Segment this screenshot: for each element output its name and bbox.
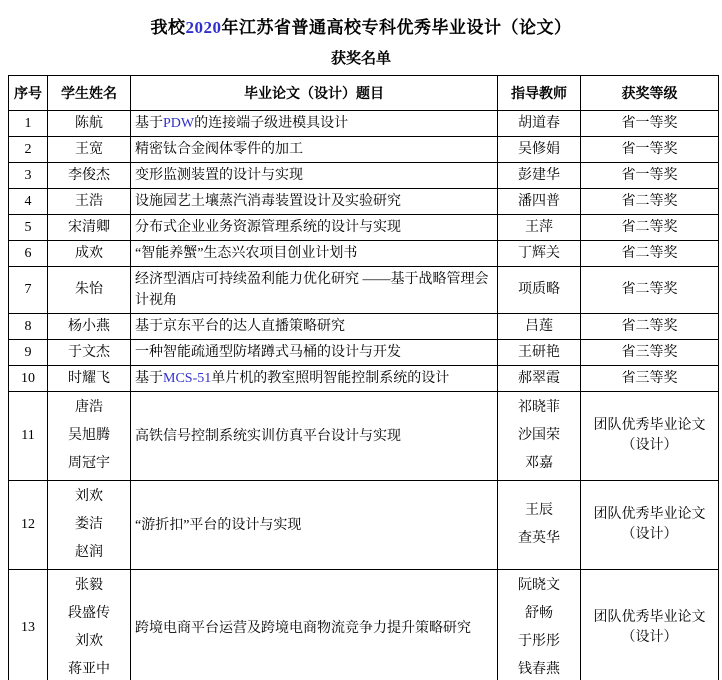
table-row (9, 267, 719, 314)
cell-students: 宋清卿 (48, 215, 131, 241)
cell-students (48, 392, 131, 481)
cell-serial-number: 12 (9, 481, 48, 570)
cell-thesis-title (131, 137, 498, 163)
table-row (9, 111, 719, 137)
cell-thesis-title (131, 392, 498, 481)
teacher-name: 王辰 (525, 503, 553, 518)
table-header-cell-2: 毕业论文（设计）题目 (131, 76, 498, 111)
cell-award-level: 省三等奖 (581, 366, 719, 392)
text-segment: 精密钛合金阀体零件的加工 (135, 142, 303, 157)
table-row (9, 215, 719, 241)
cell-award-level: 省三等奖 (581, 340, 719, 366)
text-segment: 基于 (135, 116, 163, 131)
table-header-cell-4: 获奖等级 (581, 76, 719, 111)
cell-serial-number: 11 (9, 392, 48, 481)
teacher-name: 钱春燕 (518, 662, 560, 677)
table-row (9, 314, 719, 340)
text-segment: 分布式企业业务资源管理系统的设计与实现 (135, 220, 401, 235)
cell-serial-number: 3 (9, 163, 48, 189)
cell-teachers (498, 392, 581, 481)
cell-thesis-title (131, 189, 498, 215)
student-name: 张毅 (75, 578, 103, 593)
text-segment: 2020 (185, 18, 222, 37)
text-segment: 变形监测装置的设计与实现 (135, 168, 303, 183)
text-segment: 一种智能疏通型防堵蹲式马桶的设计与开发 (135, 345, 401, 360)
cell-award-level: 省一等奖 (581, 111, 719, 137)
cell-serial-number: 9 (9, 340, 48, 366)
cell-thesis-title (131, 481, 498, 570)
table-row (9, 163, 719, 189)
cell-thesis-title (131, 314, 498, 340)
table-row (9, 189, 719, 215)
student-name: 吴旭腾 (68, 428, 110, 443)
student-name: 唐浩 (75, 400, 103, 415)
cell-serial-number: 2 (9, 137, 48, 163)
awards-table (8, 75, 719, 680)
cell-serial-number: 5 (9, 215, 48, 241)
table-row (9, 570, 719, 680)
cell-students: 成欢 (48, 241, 131, 267)
student-name: 周冠宇 (68, 456, 110, 471)
student-name: 娄洁 (75, 517, 103, 532)
cell-teachers: 郝翠霞 (498, 366, 581, 392)
cell-teachers: 彭建华 (498, 163, 581, 189)
table-row (9, 137, 719, 163)
cell-teachers: 王萍 (498, 215, 581, 241)
text-segment: PDW (163, 116, 195, 131)
cell-award-level: 省二等奖 (581, 241, 719, 267)
cell-teachers: 潘四普 (498, 189, 581, 215)
table-row (9, 481, 719, 570)
cell-thesis-title (131, 366, 498, 392)
text-segment: MCS-51 (163, 371, 212, 386)
cell-thesis-title (131, 163, 498, 189)
cell-teachers: 项质略 (498, 267, 581, 314)
teacher-name: 邓嘉 (525, 456, 553, 471)
text-segment: 年江苏省普通高校专科优秀毕业设计（论文） (221, 18, 572, 37)
text-segment: 基于 (135, 371, 163, 386)
cell-serial-number: 6 (9, 241, 48, 267)
student-name: 蒋亚中 (68, 662, 110, 677)
cell-teachers: 吴修娟 (498, 137, 581, 163)
table-body (9, 111, 719, 680)
cell-students (48, 570, 131, 680)
cell-students: 王宽 (48, 137, 131, 163)
table-header-cell-0: 序号 (9, 76, 48, 111)
cell-award-level: 团队优秀毕业论文（设计） (581, 481, 719, 570)
table-row (9, 340, 719, 366)
cell-teachers (498, 481, 581, 570)
cell-award-level: 省二等奖 (581, 314, 719, 340)
cell-teachers: 吕莲 (498, 314, 581, 340)
table-row (9, 392, 719, 481)
text-segment: 设施园艺土壤蒸汽消毒装置设计及实验研究 (135, 194, 401, 209)
table-header-cell-1: 学生姓名 (48, 76, 131, 111)
cell-thesis-title (131, 570, 498, 680)
student-name: 刘欢 (75, 634, 103, 649)
cell-award-level: 省二等奖 (581, 215, 719, 241)
text-segment: “游折扣”平台的设计与实现 (135, 517, 302, 533)
cell-students: 陈航 (48, 111, 131, 137)
page-subtitle: 获奖名单 (330, 51, 391, 67)
page-title (0, 13, 722, 38)
cell-students: 王浩 (48, 189, 131, 215)
cell-serial-number: 1 (9, 111, 48, 137)
table-head (9, 76, 719, 111)
cell-students: 杨小燕 (48, 314, 131, 340)
teacher-name: 于彤彤 (518, 634, 560, 649)
cell-award-level: 省二等奖 (581, 267, 719, 314)
cell-thesis-title (131, 340, 498, 366)
table-row (9, 366, 719, 392)
cell-teachers: 胡道春 (498, 111, 581, 137)
teacher-name: 舒畅 (525, 606, 553, 621)
cell-students: 李俊杰 (48, 163, 131, 189)
cell-serial-number: 8 (9, 314, 48, 340)
cell-teachers: 丁辉关 (498, 241, 581, 267)
teacher-name: 沙国荣 (518, 428, 560, 443)
cell-thesis-title (131, 267, 498, 314)
cell-students: 朱怡 (48, 267, 131, 314)
teacher-name: 祁晓菲 (518, 400, 560, 415)
cell-teachers: 王研艳 (498, 340, 581, 366)
text-segment: 基于京东平台的达人直播策略研究 (135, 319, 345, 334)
cell-award-level: 团队优秀毕业论文（设计） (581, 570, 719, 680)
cell-students: 于文杰 (48, 340, 131, 366)
teacher-name: 查英华 (518, 531, 560, 546)
cell-students: 时耀飞 (48, 366, 131, 392)
cell-award-level: 省二等奖 (581, 189, 719, 215)
student-name: 刘欢 (75, 489, 103, 504)
cell-thesis-title (131, 111, 498, 137)
cell-serial-number: 4 (9, 189, 48, 215)
cell-students (48, 481, 131, 570)
text-segment: 高铁信号控制系统实训仿真平台设计与实现 (135, 428, 401, 444)
cell-award-level: 省一等奖 (581, 163, 719, 189)
text-segment: 的连接端子级进模具设计 (194, 116, 349, 131)
student-name: 段盛传 (68, 606, 110, 621)
cell-thesis-title (131, 215, 498, 241)
table-header-row (9, 76, 719, 111)
text-segment: 单片机的教室照明智能控制系统的设计 (211, 371, 450, 386)
table-header-cell-3: 指导教师 (498, 76, 581, 111)
text-segment: “智能养蟹”生态兴农项目创业计划书 (135, 246, 358, 261)
cell-award-level: 团队优秀毕业论文（设计） (581, 392, 719, 481)
cell-thesis-title (131, 241, 498, 267)
student-name: 赵润 (75, 545, 103, 560)
text-segment: 经济型酒店可持续盈利能力优化研究 ——基于战略管理会计视角 (135, 272, 489, 308)
text-segment: 跨境电商平台运营及跨境电商物流竞争力提升策略研究 (135, 620, 471, 636)
cell-serial-number: 13 (9, 570, 48, 680)
text-segment: 我校 (150, 18, 186, 37)
cell-serial-number: 7 (9, 267, 48, 314)
cell-award-level: 省一等奖 (581, 137, 719, 163)
cell-teachers (498, 570, 581, 680)
table-row (9, 241, 719, 267)
cell-serial-number: 10 (9, 366, 48, 392)
teacher-name: 阮晓文 (518, 578, 560, 593)
